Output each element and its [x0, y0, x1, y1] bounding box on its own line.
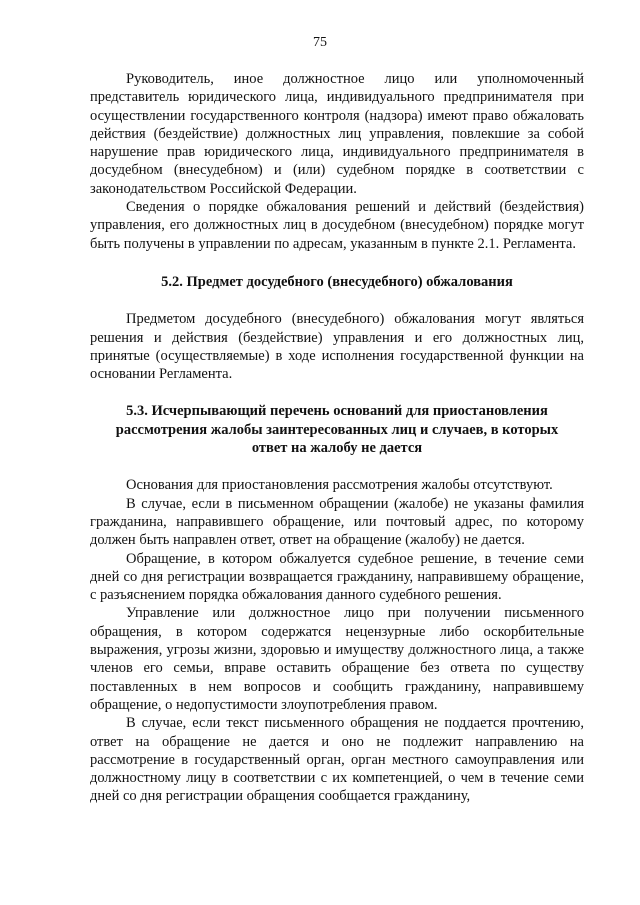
paragraph-offensive-content: Управление или должностное лицо при получении письменного обращения, в котором содержатся нецензурные либо оскорбительные выражения, угрозы жизни, здоровью и имуществу должностного лица, а также членов его семьи, вправе оставить обращение без ответа по существу поставленных в нем вопросов и сообщить гражданину, направившему обращение, о недопустимости злоупотребления правом.: [90, 605, 584, 713]
paragraph-no-grounds: Основания для приостановления рассмотрения жалобы отсутствуют.: [126, 477, 553, 494]
section-heading-5-3: [90, 402, 584, 457]
paragraph-court-decision: Обращение, в котором обжалуется судебное решение, в течение семи дней со дня регистрации возвращается гражданину, направившему обращение, с разъяснением порядка обжалования данного судебного решения.: [90, 550, 584, 604]
section-heading-5-2: 5.2. Предмет досудебного (внесудебного) обжалования: [161, 273, 513, 290]
heading-line: ответ на жалобу не дается: [251, 440, 423, 457]
paragraph-appeal-info: Сведения о порядке обжалования решений и действий (бездействия) управления, его должностных лиц в досудебном (внесудебном) порядке могут быть получены в управлении по адресам, указанным в пункте 2.1. Регламента.: [90, 199, 584, 252]
page-number: 75: [313, 35, 327, 50]
paragraph-missing-address: В случае, если в письменном обращении (жалобе) не указаны фамилия гражданина, направившего обращение, или почтовый адрес, по которому должен быть направлен ответ, ответ на обращение (жалобу) не дается.: [90, 495, 584, 549]
paragraph-unreadable-text: В случае, если текст письменного обращения не поддается прочтению, ответ на обращение не дается и оно не подлежит направлению на рассмотрение в государственный орган, орган местного самоуправления или должностному лицу в соответствии с их компетенцией, о чем в течение семи дней со дня регистрации обращения сообщается гражданину,: [90, 715, 584, 805]
document-body: [90, 70, 584, 806]
paragraph-appeal-right: Руководитель, иное должностное лицо или уполномоченный представитель юридического лица, индивидуального предпринимателя при осуществлении государственного контроля (надзора) имеют право обжаловать действия (бездействие) должностных лиц управления, повлекшие за собой нарушение прав юридического лица, индивидуального предпринимателя в досудебном (внесудебном) и (или) судебном порядке в соответствии с законодательством Российской Федерации.: [90, 71, 584, 197]
heading-line: 5.3. Исчерпывающий перечень оснований для приостановления: [126, 403, 548, 420]
paragraph-appeal-subject: Предметом досудебного (внесудебного) обжалования могут являться решения и действия (бездействие) управления и его должностных лиц, принятые (осуществляемые) в ходе исполнения государственной функции на основании Регламента.: [90, 311, 584, 383]
heading-line: рассмотрения жалобы заинтересованных лиц и случаев, в которых: [115, 421, 559, 438]
